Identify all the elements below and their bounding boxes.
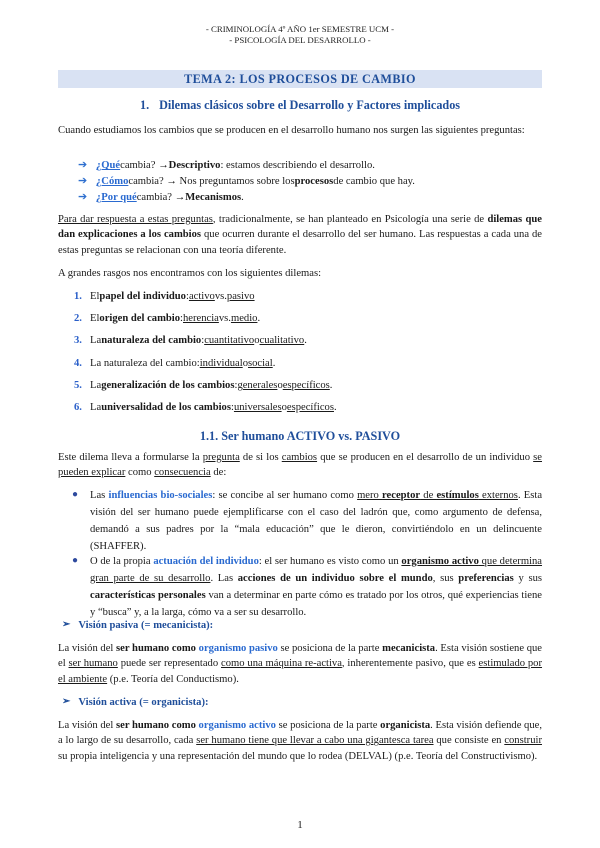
list-item [78,158,415,174]
dilemma-option-a: universales [233,402,282,414]
dilemma-pre: La [90,402,102,414]
question-word: ¿Por qué [96,192,137,204]
question-key: Descriptivo [168,160,221,172]
dilemma-option-b: cualitativo [259,335,305,347]
para-keyword: organismo activo [198,720,276,731]
question-text: cambia? → [136,192,186,204]
list-item [74,375,534,397]
para-text: (p.e. Teoría del Conductismo). [107,673,239,685]
dilemma-end: . [257,312,261,324]
dilemma-sep: vs. [214,290,227,302]
para-text: La visión del [58,720,116,731]
question-rest: de cambio que hay. [333,176,415,188]
dilemma-option-a: activo [188,290,215,302]
active-passive-paragraph [58,450,542,481]
dilemma-option-b: específicos [282,380,330,392]
dilemma-list [74,285,534,419]
heading-text: Visión activa (= organicista): [78,697,209,708]
bullet-text [90,488,542,556]
bullet-part: mero [357,490,383,501]
list-item [78,174,415,190]
dilemma-sep: o [277,380,283,392]
para-bold: organicista [380,720,431,731]
bullet-part: van a determinar en parte cómo es tratado por los otros, qué experiencias tiene y “busca” y, a la larga, cómo va a ser su desarrollo. [90,589,542,618]
para-underlined: Para dar respuesta a estas preguntas [58,214,213,225]
para-text: La visión del [58,643,117,654]
para-bold: ser humano como [116,643,196,654]
list-item [74,330,534,352]
dilemma-option-b: específicos [286,402,334,414]
para-bold: mecanicista [382,643,436,654]
para-text: que ocurren durante el desarrollo del ser humano. Las respuestas a cada una de estas preguntas se relacionan con una teoría diferente. [58,229,542,256]
para-keyword: organismo pasivo [198,643,278,654]
question-text: cambia? → [120,160,169,172]
dilemma-end: . [329,380,333,392]
dilemma-colon: : [185,290,189,302]
bullet-part: : el ser humano es visto como un [258,556,402,567]
triangle-right-icon: ➢ [62,619,71,631]
dilemma-option-b: medio [230,312,258,324]
arrow-right-icon: ➔ [78,175,88,188]
dilemma-end: . [272,357,276,369]
dilemma-pre: La naturaleza del cambio [90,357,197,369]
dilemma-pre: El [90,290,100,302]
dilemma-sep: o [242,357,248,369]
bullet-part: . Las [210,572,238,584]
section-1-heading [0,97,600,115]
question-word: ¿Qué [96,160,121,172]
question-list [78,158,415,206]
para-text: se posiciona de la parte [277,643,383,654]
list-number: 1. [74,290,82,302]
bullet-part: , sus [432,572,459,584]
bullet-part: y sus [513,572,542,584]
para-bold: dilemas que dan explicaciones a los cambios [58,214,542,241]
para-underlined: consecuencia [154,467,211,479]
dilemmas-intro-paragraph [58,212,542,258]
question-rest: : estamos describiendo el desarrollo. [220,160,375,172]
list-item [74,352,534,374]
para-underlined: ser humano [68,658,118,670]
bullet-text [90,554,542,622]
header-course: - CRIMINOLOGÍA 4º AÑO 1er SEMESTRE UCM - [205,24,395,34]
topic-title: TEMA 2: LOS PROCESOS DE CAMBIO [58,70,542,88]
para-text: que se producen en el desarrollo de un individuo [317,452,534,463]
intro-paragraph: Cuando estudiamos los cambios que se producen en el desarrollo humano nos surgen las siguientes preguntas: [58,125,525,136]
dilemma-option-a: individual [199,357,243,369]
dilemma-end: . [333,402,337,414]
dilemma-option-a: generales [237,380,278,392]
dilemma-option-a: herencia [183,312,219,324]
para-underlined: ser humano tiene que llevar a cabo una gigantesca tarea [196,735,434,747]
dilemma-sep: o [281,402,287,414]
dilemma-sep: vs. [218,312,231,324]
para-text: . Esta visión sostiene que el [58,643,542,670]
para-text: como [125,467,155,479]
dilemma-key: naturaleza del cambio [101,335,202,347]
dilemma-pre: La [90,380,102,392]
question-key: Mecanismos [185,192,242,204]
dilemma-pre: La [90,335,102,347]
para-text: . Esta visión defiende que, a lo largo de su desarrollo, cada [58,720,543,747]
bullet-part: O de la propia [90,556,154,567]
para-bold: ser humano como [116,720,196,731]
bullet-icon: ● [72,555,79,566]
bullet-part: organismo activo [401,556,479,567]
dilemma-key: origen del cambio [99,312,181,324]
bullet-part: que determina gran parte de su desarrollo [90,556,543,584]
para-text: Este dilema lleva a formularse la [58,452,203,463]
dilemma-option-a: cuantitativo [204,335,255,347]
list-item [74,307,534,329]
para-text: que consiste en [433,735,505,747]
dilemma-pre: El [90,312,100,324]
bullet-part: externos [478,490,518,501]
list-item [78,190,415,206]
passive-vision-heading [62,618,213,633]
bullet-part: preferencias [458,572,514,584]
heading-text: Visión pasiva (= mecanicista): [78,620,214,631]
triangle-right-icon: ➢ [62,696,71,708]
section-1-number: 1. [139,98,150,112]
bullet-part: receptor [382,490,421,501]
list-number: 6. [74,402,82,414]
para-text: de si los [239,452,282,463]
list-number: 5. [74,380,82,392]
dilemma-key: papel del individuo [99,290,186,302]
dilemma-colon: : [230,402,234,414]
para-underlined: construir [504,735,542,747]
arrow-right-icon: ➔ [78,159,88,172]
para-text: , tradicionalmente, se han planteado en Psicología una serie de [212,214,488,225]
dilemma-colon: : [234,380,238,392]
para-text: de: [210,467,227,479]
para-underlined: estimulado por el ambiente [58,658,543,685]
dilemma-option-b: social [247,357,273,369]
para-text: se posiciona de la parte [275,720,381,731]
bullet-part: influencias bio-sociales [108,490,213,501]
active-vision-heading [62,695,209,710]
list-item [74,397,534,419]
page-header [0,24,600,47]
para-underlined: como una máquina re-activa [221,658,342,670]
dilemmas-lead-paragraph: A grandes rasgos nos encontramos con los siguientes dilemas: [58,268,322,279]
active-vision-paragraph [58,718,542,764]
question-word: ¿Cómo [96,176,129,188]
bullet-part: . Esta visión del ser humano puede ejemplificarse con el caso del ladrón que, como argumento de defensa, demandó a sus padres por la “mala educación” que le dieron, convirtiéndolo en un delincuente (SHAFFER). [90,490,543,552]
dilemma-key: generalización de los cambios [101,380,235,392]
para-underlined: se pueden explicar [58,452,542,479]
list-number: 3. [74,335,82,347]
bullet-part: características personales [90,589,206,601]
para-text: , inherentemente pasivo, que es [341,658,479,670]
list-item [74,285,534,307]
bullet-part: Las [90,490,109,501]
dilemma-key: universalidad de los cambios [101,402,231,414]
dilemma-colon: : [201,335,205,347]
section-1-title: Dilemas clásicos sobre el Desarrollo y Factores implicados [159,98,461,112]
question-key: procesos [294,176,334,188]
list-number: 2. [74,312,82,324]
para-underlined: cambios [281,452,318,463]
bullet-part: de [420,490,437,501]
header-subject: - PSICOLOGÍA DEL DESARROLLO - [229,35,371,46]
bullet-part: acciones de un individuo sobre el mundo [237,572,433,584]
page-number: 1 [297,819,303,831]
para-text: puede ser representado [117,658,222,670]
bullet-icon: ● [72,489,79,500]
dilemma-colon: : [180,312,183,324]
para-text: su propia inteligencia y una representación del mundo que lo rodea (DELVAL) (p.e. Teoría del Constructivismo). [58,750,538,762]
bullet-part: estímulos [436,490,479,501]
dilemma-end: . [304,335,307,347]
bullet-individual-action [72,554,542,622]
dilemma-option-b: pasivo [226,290,255,302]
bullet-part: : se concibe al ser humano como [212,490,358,501]
para-underlined: pregunta [202,452,240,463]
list-number: 4. [74,357,82,369]
section-1-1-heading: 1.1. Ser humano ACTIVO vs. PASIVO [199,429,401,443]
bullet-part: actuación del individuo [153,556,259,567]
arrow-right-icon: ➔ [78,191,88,204]
dilemma-sep: o [254,335,260,347]
passive-vision-paragraph [58,641,542,687]
question-rest: . [241,192,244,204]
bullet-bio-social [72,488,542,556]
dilemma-colon: : [196,357,200,369]
question-text: cambia? → Nos preguntamos sobre los [128,176,295,188]
